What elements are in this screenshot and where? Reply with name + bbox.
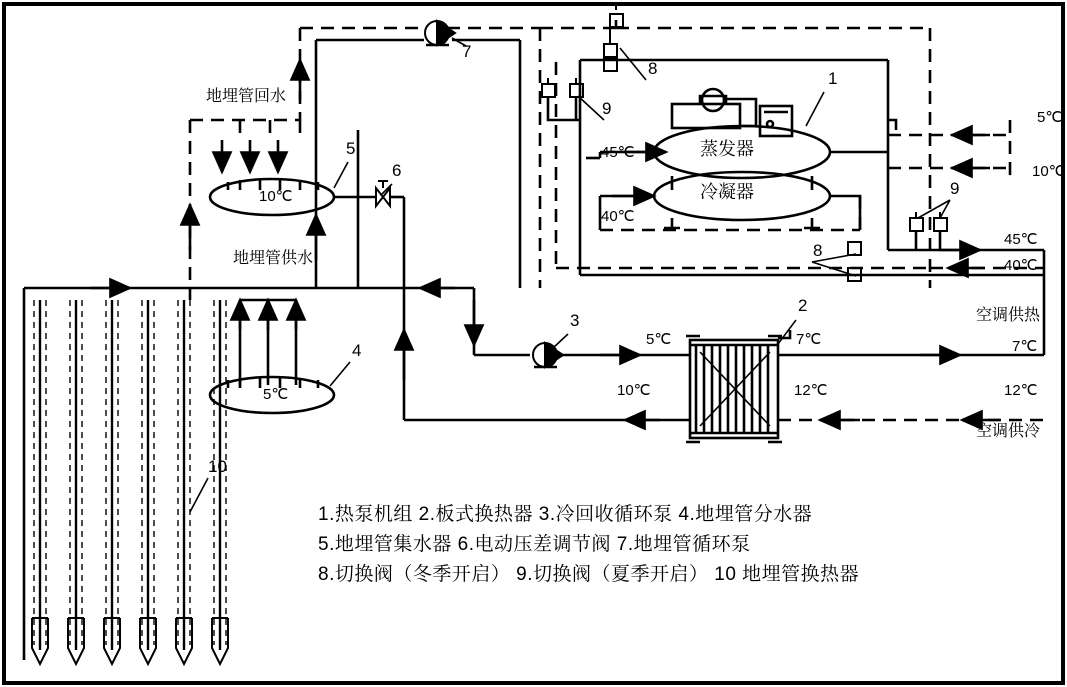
temperature-label-cond-45: 45℃: [601, 144, 635, 161]
temperature-label-supply-45: 45℃: [1004, 231, 1038, 248]
callout-3: 3: [570, 311, 580, 330]
callout-9-right: 9: [950, 179, 960, 198]
legend-line-3: 8.切换阀（冬季开启） 9.切换阀（夏季开启） 10 地埋管换热器: [318, 564, 860, 585]
callout-8-right: 8: [813, 241, 823, 260]
callout-1: 1: [828, 69, 838, 88]
callout-5: 5: [346, 139, 356, 158]
temperature-label-ac-12: 12℃: [1004, 382, 1038, 399]
equipment-label-evaporator: 蒸发器: [700, 139, 754, 159]
pipe-label-ac-heating: 空调供热: [976, 307, 1041, 324]
temperature-label-evap-in: 10℃: [1032, 163, 1066, 180]
callout-6: 6: [392, 161, 402, 180]
callout-9-left: 9: [602, 99, 612, 118]
legend: [318, 500, 1018, 590]
equipment-label-condenser: 冷凝器: [700, 182, 754, 202]
flow-arrows: [190, 60, 1000, 420]
temperature-label-ac-7: 7℃: [1012, 338, 1038, 355]
temperature-label-hx-12: 12℃: [794, 382, 828, 399]
pipe-label-ac-cooling: 空调供冷: [976, 423, 1041, 440]
pump-7: [425, 21, 455, 45]
temperature-label-hx-10: 10℃: [617, 382, 651, 399]
callout-7: 7: [462, 42, 472, 61]
temperature-label-evap-out: 5℃: [1037, 109, 1063, 126]
temperature-label-supply-40: 40℃: [1004, 257, 1038, 274]
temperature-label-distributor: 5℃: [263, 386, 289, 403]
valve-9-left: [542, 78, 583, 97]
callout-8-top: 8: [648, 59, 658, 78]
temperature-label-hx-in: 5℃: [646, 331, 672, 348]
legend-line-1: 1.热泵机组 2.板式换热器 3.冷回收循环泵 4.地埋管分水器: [318, 504, 813, 525]
pump-3: [533, 343, 563, 367]
legend-line-2: 5.地埋管集水器 6.电动压差调节阀 7.地埋管循环泵: [318, 534, 751, 555]
callout-10: 10: [208, 457, 227, 476]
borehole-field: [32, 300, 228, 664]
pipe-label-ground-supply: 地埋管供水: [233, 250, 314, 267]
callout-2: 2: [798, 296, 808, 315]
temperature-label-hx-out: 7℃: [796, 331, 822, 348]
callout-4: 4: [352, 341, 362, 360]
temperature-label-collector: 10℃: [259, 188, 293, 205]
temperature-label-cond-40: 40℃: [601, 208, 635, 225]
pipe-label-ground-return: 地埋管回水: [206, 88, 287, 105]
